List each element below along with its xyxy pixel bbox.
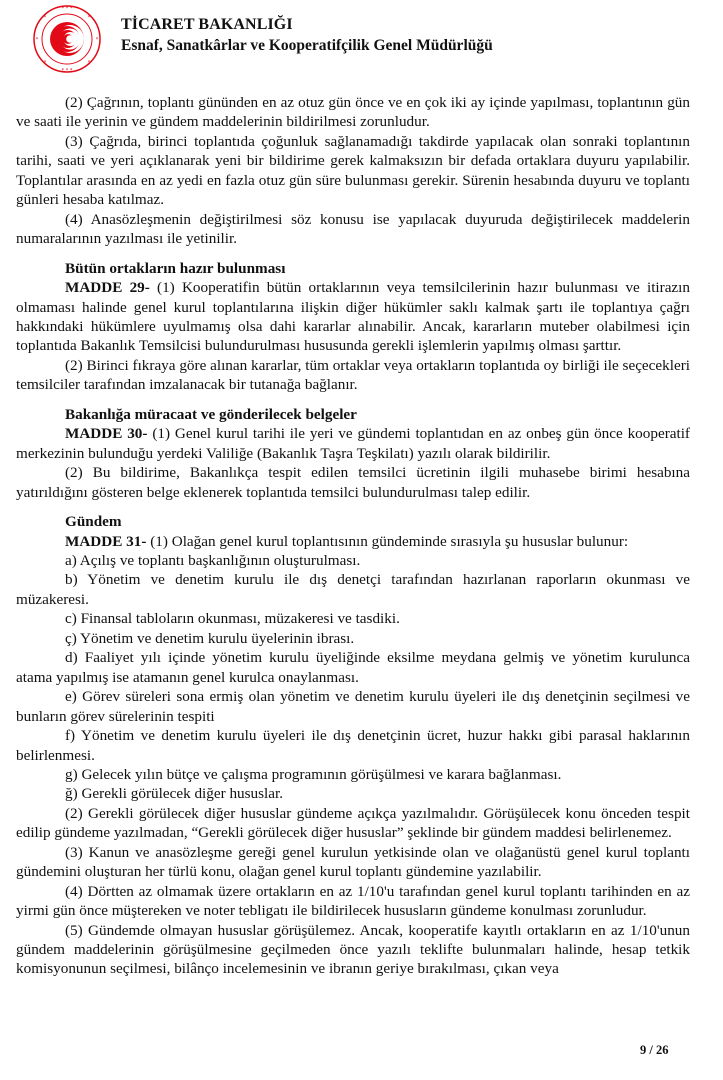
- article-label: MADDE 29-: [65, 279, 150, 297]
- paragraph: (4) Anasözleşmenin değiştirilmesi söz konusu ise yapılacak duyuruda değiştirilecek maddelerin numaralarının yazılması ile yetinilir.: [16, 210, 690, 248]
- svg-text:* * *: * * *: [61, 6, 73, 12]
- page-number: 9 / 26: [640, 1043, 669, 1057]
- article-text: (1) Olağan genel kurul toplantısının gündeminde sırasıyla şu hususlar bulunur:: [146, 532, 629, 550]
- section-heading: Gündem: [65, 513, 122, 531]
- svg-text:*: *: [95, 37, 99, 43]
- svg-text:*: *: [35, 37, 39, 43]
- agenda-item: d) Faaliyet yılı içinde yönetim kurulu üyeliğinde eksilme meydana gelmiş ve yönetim kurulunca atama yapılmış ise atamanın genel kurulca onaylanması.: [16, 649, 690, 686]
- agenda-item: a) Açılış ve toplantı başkanlığının oluşturulması.: [65, 551, 361, 569]
- paragraph: (2) Gerekli görülecek diğer hususlar gündeme açıkça yazılmalıdır. Görüşülecek konu önceden tespit edilip gündeme yazılmadan, “Gerekli görülecek diğer hususlar” şeklinde bir gündem maddesi belirlenemez.: [16, 804, 690, 842]
- section-heading: Bakanlığa müracaat ve gönderilecek belgeler: [65, 405, 357, 423]
- svg-text:*: *: [43, 60, 47, 66]
- article-paragraph: [16, 278, 690, 356]
- article-label: MADDE 31-: [65, 532, 147, 550]
- ministry-seal-icon: [32, 4, 102, 74]
- paragraph: (2) Çağrının, toplantı gününden en az otuz gün önce ve en çok iki ay içinde yapılması, toplantının gün ve saati ile yerinin ve gündem maddelerinin bildirilmesi zorunludur.: [16, 94, 690, 131]
- agenda-item: c) Finansal tabloların okunması, müzakeresi ve tasdiki.: [65, 610, 400, 628]
- svg-text:* * *: * * *: [61, 68, 73, 74]
- paragraph: (2) Birinci fıkraya göre alınan kararlar, tüm ortaklar veya ortakların toplantıda oy birliği ile seçecekleri temsilciler tarafından imzalanacak bir tutanağa bağlanır.: [16, 356, 690, 394]
- agenda-item: ğ) Gerekli görülecek diğer hususlar.: [65, 785, 284, 803]
- article-label: MADDE 30-: [65, 425, 148, 443]
- document-header: [0, 0, 723, 80]
- agenda-item: b) Yönetim ve denetim kurulu ile dış denetçi tarafından hazırlanan raporların okunması ve müzakeresi.: [16, 571, 690, 608]
- article-paragraph: [16, 424, 690, 463]
- paragraph: (5) Gündemde olmayan hususlar görüşülemez. Ancak, kooperatife kayıtlı ortakların en az 1/10'unun gündem maddelerinin görüşülmesine geçilmeden önce yazılı teklifte bulunmaları halinde, hesap tetkik komisyonunun seçilmesi, bilânço incelemesinin ve ibranın geriye bırakılması, çıkan veya: [16, 921, 690, 978]
- svg-text:*: *: [43, 15, 47, 21]
- article-text: (1) Kooperatifin bütün ortaklarının veya temsilcilerinin hazır bulunması ve itirazın olmaması halinde genel kurul toplantılarına ilişkin diğer hükümler saklı kalmak şartı ile toplantıya çağrı hakkındaki hükümlere uyulmamış olsa dahi kararlar alınabilir. Ancak, kararların muteber olabilmesi için toplantıda Bakanlık Temsilcisi bulundurulması hususunda gerekli işlemlerin yapılmış olması şarttır.: [16, 279, 690, 355]
- paragraph: (4) Dörtten az olmamak üzere ortakların en az 1/10'u tarafından genel kurul toplantı tarihinden en az yirmi gün önce müştereken ve noter tebligatı ile bildirilecek hususların gündeme konulması zorunludur.: [16, 882, 690, 920]
- agenda-item: f) Yönetim ve denetim kurulu üyeleri ile dış denetçinin ücret, huzur hakkı gibi parasal haklarının belirlenmesi.: [16, 727, 690, 764]
- paragraph: (3) Kanun ve anasözleşme gereği genel kurulun yetkisinde olan ve olağanüstü genel kurul toplantı gündemini oluşturan her türlü konu, olağan genel kurul toplantı gündemine yazılabilir.: [16, 843, 690, 881]
- article-text: (1) Genel kurul tarihi ile yeri ve gündemi toplantıdan en az onbeş gün önce kooperatif merkezinin bulunduğu yerdeki Valiliğe (Bakanlık Taşra Teşkilatı) yazılı olarak bildirilir.: [16, 425, 690, 462]
- article-paragraph: [16, 532, 690, 551]
- organization-name: TİCARET BAKANLIĞI: [121, 16, 293, 33]
- agenda-item: e) Görev süreleri sona ermiş olan yönetim ve denetim kurulu üyeleri ile dış denetçinin seçilmesi ve bunların görev sürelerinin tespiti: [16, 688, 690, 725]
- svg-text:*: *: [87, 15, 91, 21]
- agenda-item: g) Gelecek yılın bütçe ve çalışma programının görüşülmesi ve karara bağlanması.: [65, 765, 562, 783]
- svg-text:*: *: [87, 60, 91, 66]
- section-heading: Bütün ortakların hazır bulunması: [65, 259, 286, 277]
- department-name: Esnaf, Sanatkârlar ve Kooperatifçilik Genel Müdürlüğü: [121, 37, 493, 54]
- agenda-item: ç) Yönetim ve denetim kurulu üyelerinin ibrası.: [65, 629, 355, 647]
- document-body: [16, 93, 690, 979]
- paragraph: (3) Çağrıda, birinci toplantıda çoğunluk sağlanamadığı takdirde yapılacak olan sonraki toplantının tarihi, saati ve yeri açıklanarak yeni bir bildirime gerek kalmaksızın bir defada ortaklara duyuru yapılabilir. Toplantılar arasında en az yedi en fazla otuz gün süre bulunması gerekir. Sürenin hesabında duyuru ve toplantı günleri hesaba katılmaz.: [16, 132, 690, 209]
- paragraph: (2) Bu bildirime, Bakanlıkça tespit edilen temsilci ücretinin ilgili muhasebe birimi hesabına yatırıldığını gösteren belge eklenerek toplantıda temsilci bulundurulması talep edilir.: [16, 464, 690, 501]
